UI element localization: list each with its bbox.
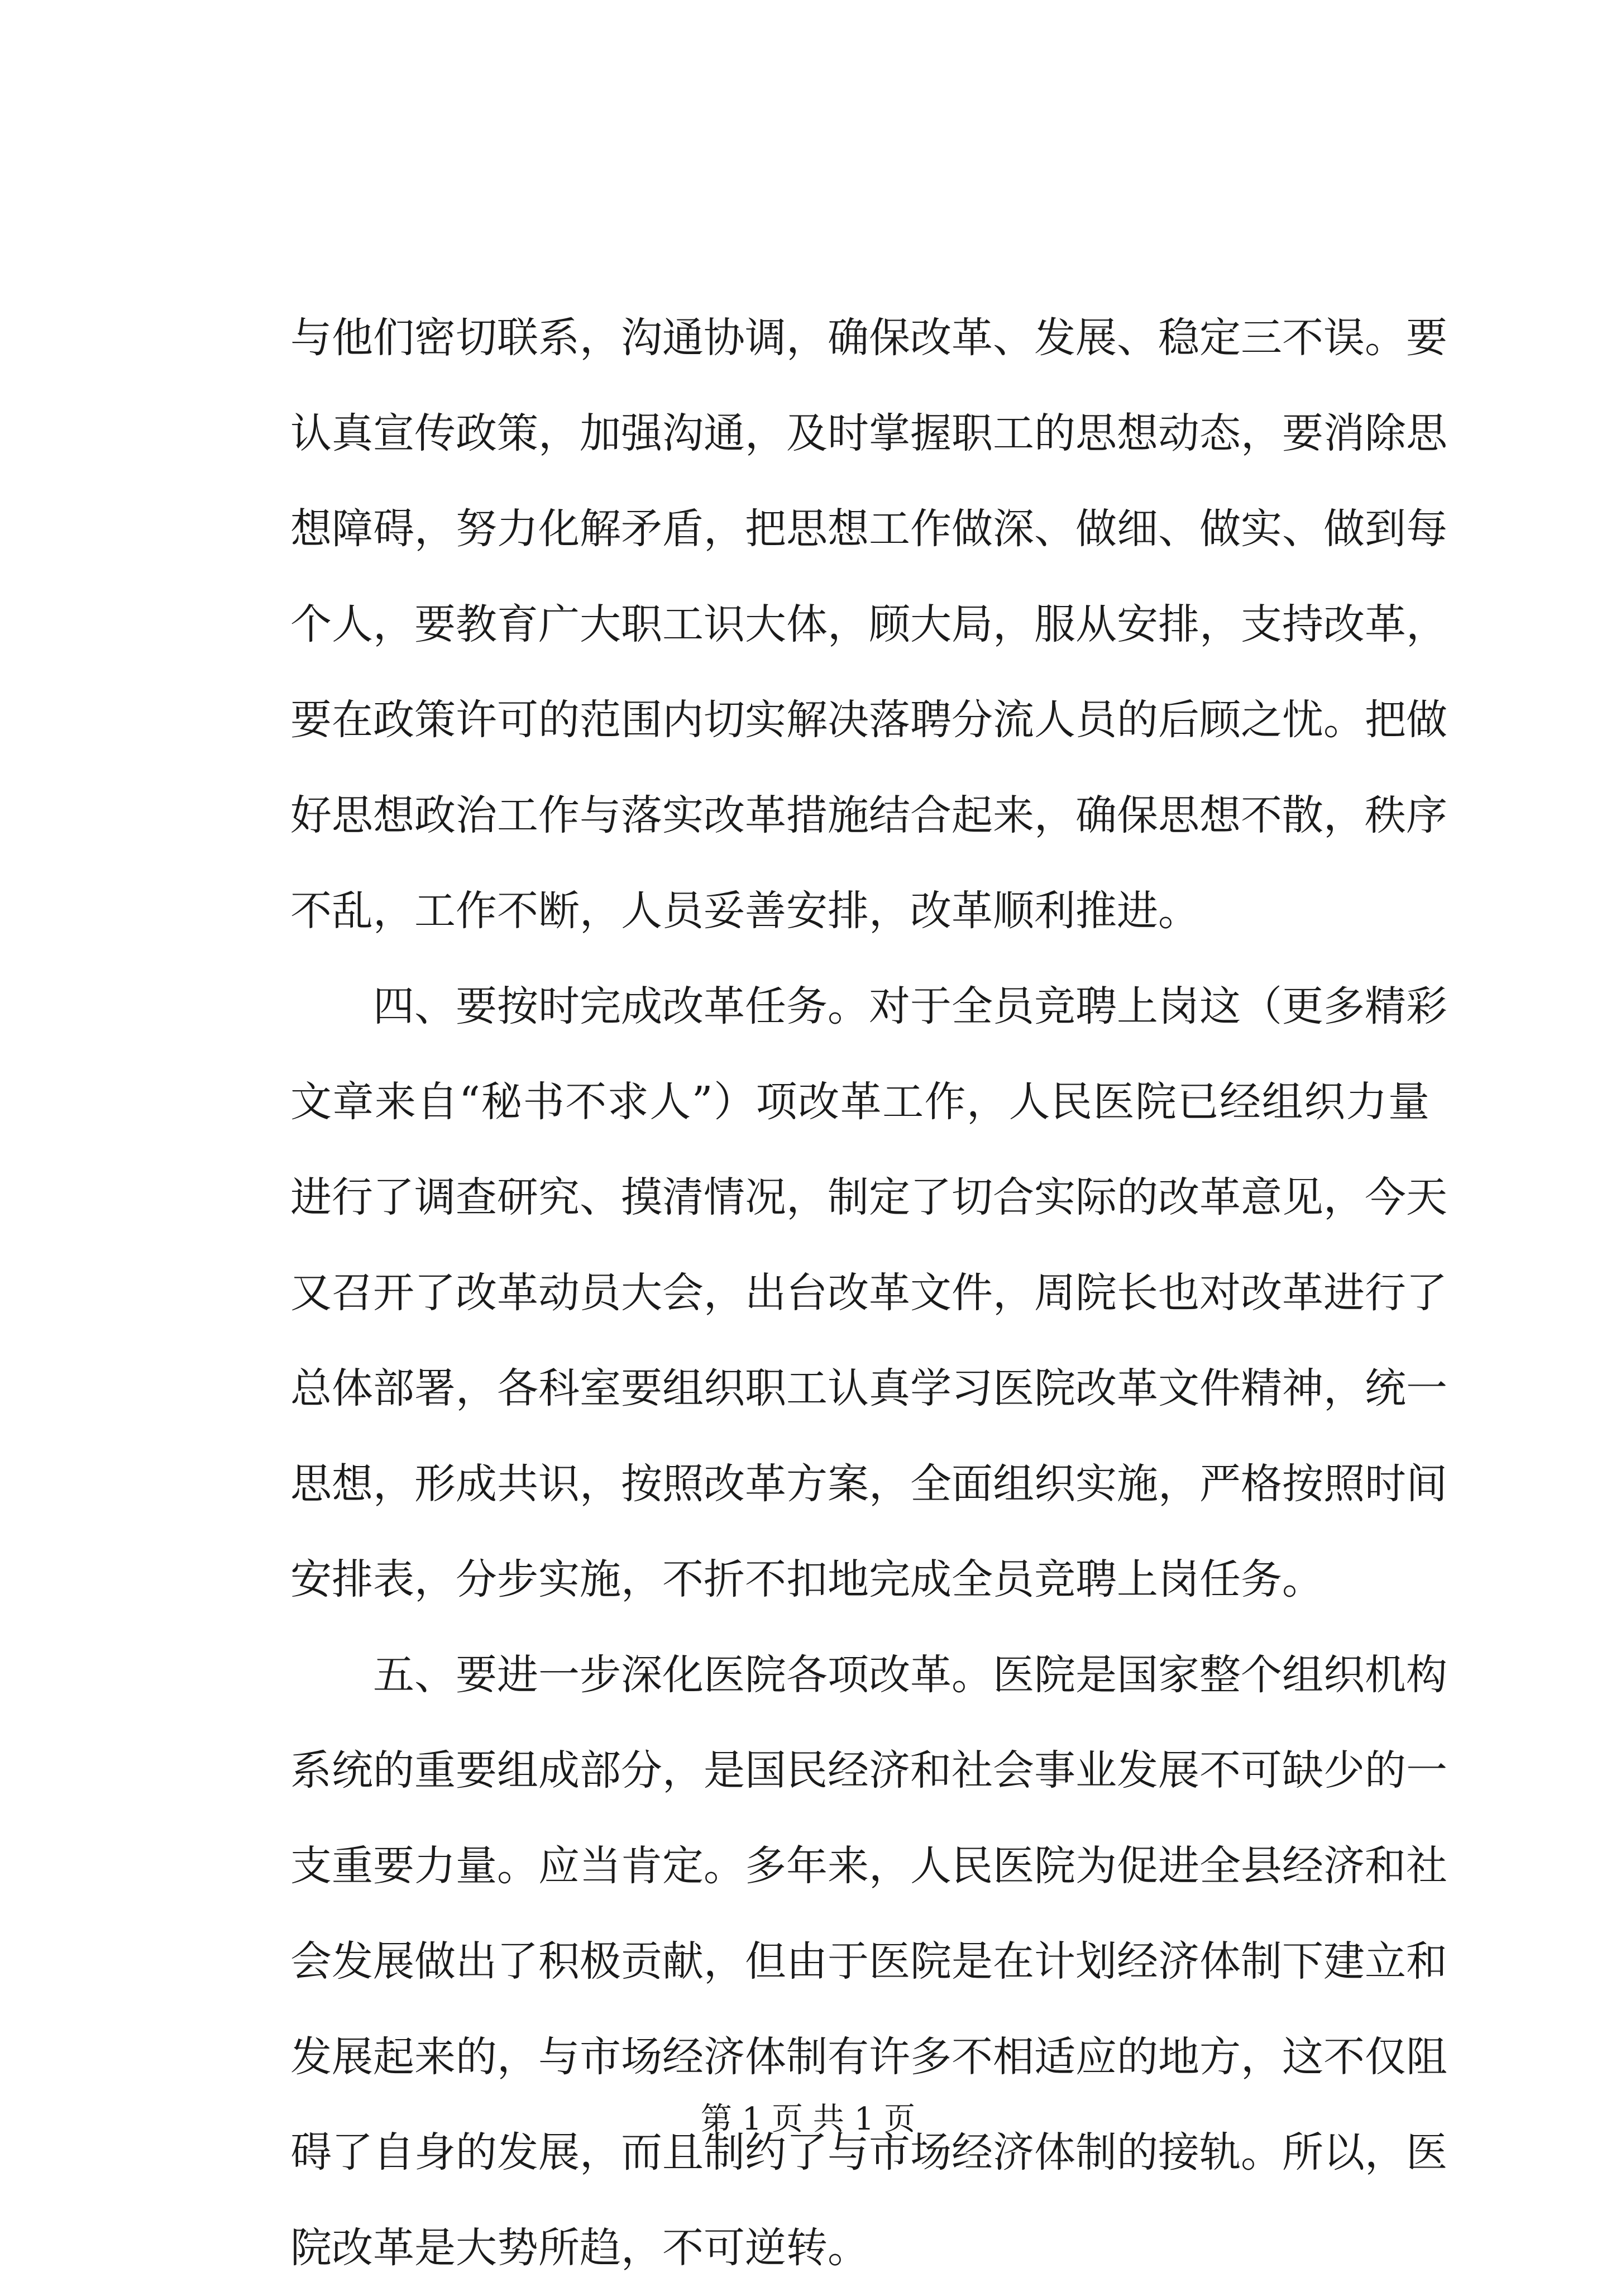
text-line: 会发展做出了积极贡献，但由于医院是在计划经济体制下建立和 bbox=[290, 1937, 1447, 1985]
paragraph-start-line: 五、要进一步深化医院各项改革。医院是国家整个组织机构 bbox=[373, 1651, 1447, 1699]
text-line: 要在政策许可的范围内切实解决落聘分流人员的后顾之忧。把做 bbox=[290, 696, 1447, 744]
paragraph-start-line: 四、要按时完成改革任务。对于全员竞聘上岗这（更多精彩 bbox=[373, 982, 1447, 1030]
text-line: 系统的重要组成部分，是国民经济和社会事业发展不可缺少的一 bbox=[290, 1746, 1447, 1794]
text-line: 碍了自身的发展，而且制约了与市场经济体制的接轨。所以，医 bbox=[290, 2128, 1447, 2176]
text-line: 好思想政治工作与落实改革措施结合起来，确保思想不散，秩序 bbox=[290, 791, 1447, 839]
text-line: 文章来自“秘书不求人”）项改革工作，人民医院已经组织力量 bbox=[290, 1078, 1429, 1126]
text-line: 想障碍，努力化解矛盾，把思想工作做深、做细、做实、做到每 bbox=[290, 505, 1447, 553]
text-line: 进行了调查研究、摸清情况，制定了切合实际的改革意见，今天 bbox=[290, 1173, 1447, 1221]
text-line: 安排表，分步实施，不折不扣地完成全员竞聘上岗任务。 bbox=[290, 1555, 1323, 1603]
text-line: 发展起来的，与市场经济体制有许多不相适应的地方，这不仅阻 bbox=[290, 2033, 1447, 2081]
document-body bbox=[290, 290, 1447, 2296]
text-line: 思想，形成共识，按照改革方案，全面组织实施，严格按照时间 bbox=[290, 1460, 1447, 1508]
text-line: 又召开了改革动员大会，出台改革文件，周院长也对改革进行了 bbox=[290, 1269, 1447, 1317]
text-line: 总体部署，各科室要组织职工认真学习医院改革文件精神，统一 bbox=[290, 1364, 1447, 1412]
text-line: 院改革是大势所趋，不可逆转。 bbox=[290, 2224, 869, 2272]
page-footer: 第 1 页 共 1 页 bbox=[700, 2101, 916, 2137]
text-line: 与他们密切联系，沟通协调，确保改革、发展、稳定三不误。要 bbox=[290, 314, 1447, 362]
text-line: 认真宣传政策，加强沟通，及时掌握职工的思想动态，要消除思 bbox=[290, 409, 1447, 457]
text-line: 不乱，工作不断，人员妥善安排，改革顺利推进。 bbox=[290, 887, 1199, 935]
text-line: 支重要力量。应当肯定。多年来，人民医院为促进全县经济和社 bbox=[290, 1842, 1447, 1890]
text-line: 个人，要教育广大职工识大体，顾大局，服从安排，支持改革， bbox=[290, 600, 1447, 648]
